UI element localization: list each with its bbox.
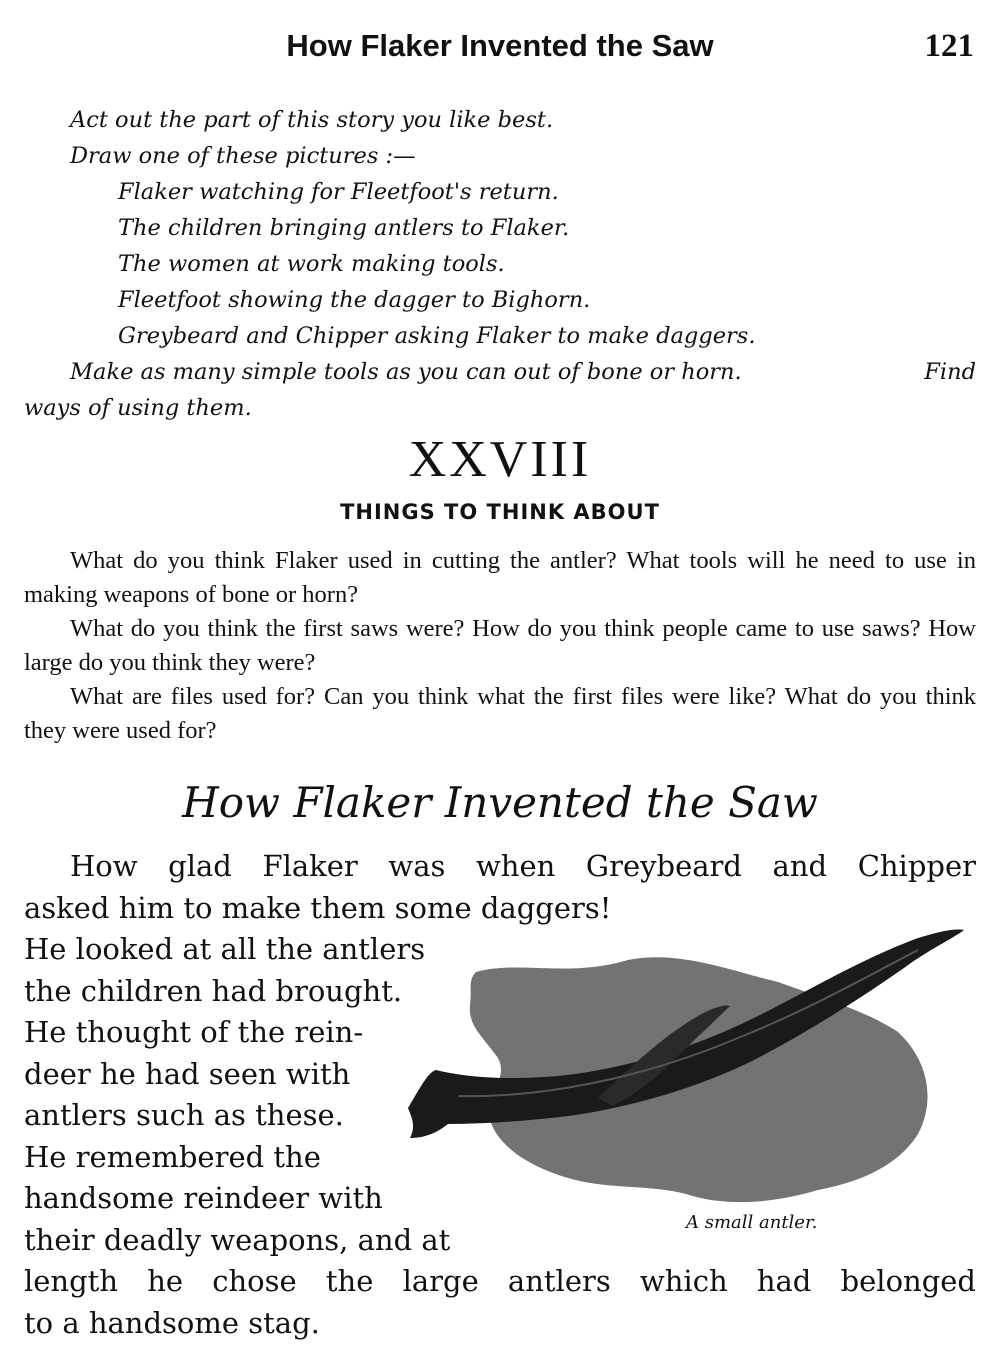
story-line: handsome reindeer with [24, 1181, 383, 1215]
story-line: antlers such as these. [24, 1098, 344, 1132]
page-number: 121 [924, 28, 974, 64]
picture-item: The women at work making tools. [118, 251, 505, 277]
question-paragraph: What do you think the first saws were? How do you think people came to use saws? How large do you think they were? [24, 615, 976, 676]
story-line: He thought of the rein- [24, 1015, 364, 1049]
antler-illustration [398, 920, 978, 1220]
question-paragraph: What are files used for? Can you think what the first files were like? What do you think they were used for? [24, 683, 976, 744]
exercise-line: Draw one of these pictures :— [70, 143, 416, 169]
picture-item: Fleetfoot showing the dagger to Bighorn. [118, 287, 591, 313]
section-heading: THINGS TO THINK ABOUT [340, 500, 660, 524]
running-head-title: How Flaker Invented the Saw [286, 28, 714, 63]
think-about-questions [24, 544, 976, 748]
figure-caption: A small antler. [686, 1212, 818, 1233]
story-line: He looked at all the antlers [24, 932, 426, 966]
story-line: the children had brought. [24, 973, 403, 1008]
story-line: deer he had seen with [24, 1056, 351, 1091]
story-line: asked him to make them some daggers! [24, 890, 612, 925]
running-head [0, 28, 1000, 76]
chapter-number: XXVIII [408, 431, 592, 488]
story-line: length he chose the large antlers which had belonged [24, 1264, 976, 1298]
story-line: their deadly weapons, and at [24, 1222, 451, 1257]
picture-item: Greybeard and Chipper asking Flaker to make daggers. [118, 323, 756, 349]
exercise-line: ways of using them. [24, 395, 252, 421]
story-line: How glad Flaker was when Greybeard and Chipper [70, 849, 976, 883]
exercise-line: Act out the part of this story you like best. [70, 107, 554, 133]
story-line: to a handsome stag. [24, 1305, 320, 1340]
question-paragraph: What do you think Flaker used in cutting the antler? What tools will he need to use in making weapons of bone or horn? [24, 547, 976, 608]
exercise-line: Find [924, 359, 976, 385]
picture-item: Flaker watching for Fleetfoot's return. [118, 179, 559, 205]
story-line: He remembered the [24, 1139, 321, 1174]
picture-item: The children bringing antlers to Flaker. [118, 215, 570, 241]
exercise-line: Make as many simple tools as you can out of bone or horn. [70, 359, 742, 385]
story-title: How Flaker Invented the Saw [182, 778, 818, 827]
antler-drawing-icon [398, 920, 978, 1220]
